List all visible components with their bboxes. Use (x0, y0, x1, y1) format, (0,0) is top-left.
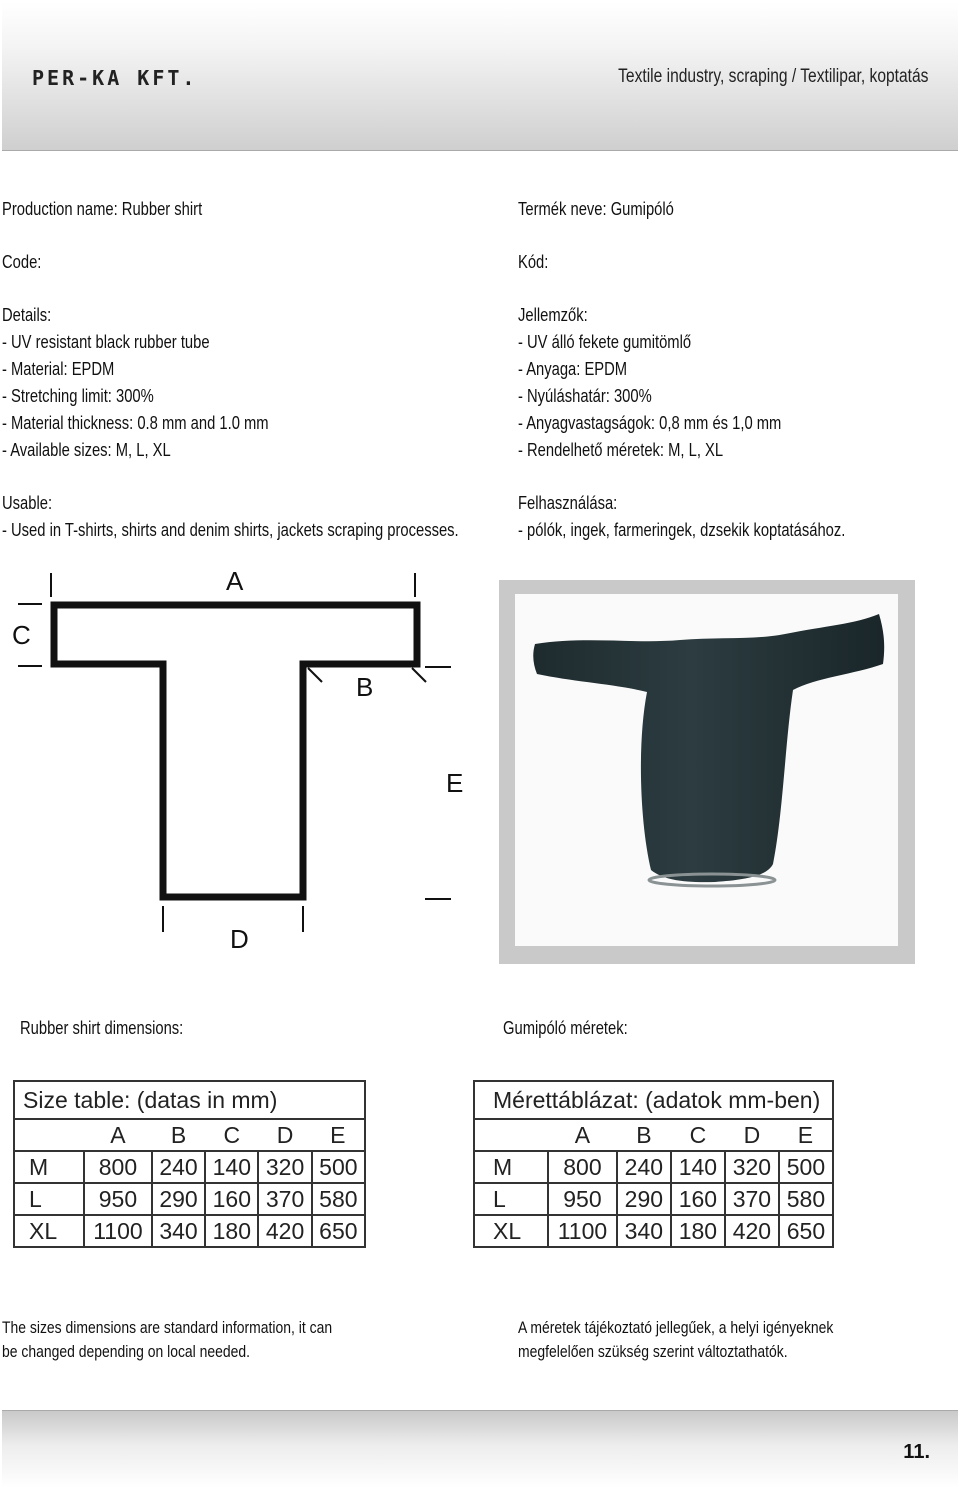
detail-item-hu: - Rendelhető méretek: M, L, XL (518, 440, 724, 460)
hu-note-line: A méretek tájékoztató jellegűek, a helyi igényeknek (518, 1318, 834, 1337)
size-label: XL (474, 1215, 548, 1247)
table-cell: 340 (617, 1215, 671, 1247)
table-cell: 320 (725, 1151, 779, 1183)
table-header-cell: B (152, 1119, 205, 1151)
hu-note (518, 1316, 903, 1364)
production-name-hu: Termék neve: Gumipóló (518, 199, 674, 219)
table-cell: 140 (671, 1151, 725, 1183)
dimension-diagram (0, 560, 480, 960)
table-row (14, 1215, 365, 1247)
table-row (474, 1215, 833, 1247)
hu-note-line: megfelelően szükség szerint változtathatók. (518, 1342, 788, 1361)
table-row (14, 1151, 365, 1183)
table-cell: 290 (152, 1183, 205, 1215)
table-cell: 370 (258, 1183, 311, 1215)
detail-item: - Stretching limit: 300% (2, 386, 154, 406)
size-label: L (14, 1183, 84, 1215)
dim-label-b: B (356, 672, 374, 702)
table-cell: 370 (725, 1183, 779, 1215)
en-table-caption: Rubber shirt dimensions: (20, 1018, 184, 1038)
detail-item: - UV resistant black rubber tube (2, 332, 210, 352)
company-name: PER-KA KFT. (32, 66, 198, 90)
table-cell: 180 (205, 1215, 258, 1247)
table-cell: 290 (617, 1183, 671, 1215)
detail-item-hu: - Anyagvastagságok: 0,8 mm és 1,0 mm (518, 413, 782, 433)
code-label: Code: (2, 252, 42, 272)
table-cell: 140 (205, 1151, 258, 1183)
en-note-line: be changed depending on local needed. (2, 1342, 251, 1361)
product-photo-frame (499, 580, 915, 964)
detail-item-hu: - Nyúláshatár: 300% (518, 386, 652, 406)
table-header-cell (474, 1119, 548, 1151)
size-label: M (474, 1151, 548, 1183)
production-name: Production name: Rubber shirt (2, 199, 203, 219)
table-cell: 420 (258, 1215, 311, 1247)
table-cell: 650 (779, 1215, 833, 1247)
dim-label-a: A (226, 566, 244, 596)
table-cell: 1100 (548, 1215, 617, 1247)
t-shape-drawing (0, 560, 480, 960)
table-header-cell: E (779, 1119, 833, 1151)
detail-item-hu: - UV álló fekete gumitömlő (518, 332, 692, 352)
page-subject: Textile industry, scraping / Textilipar, koptatás (617, 66, 928, 87)
rubber-shirt-shape (533, 614, 884, 882)
hungarian-description (518, 196, 958, 544)
usable-title: Usable: (2, 493, 53, 513)
details-title: Details: (2, 305, 52, 325)
detail-item-hu: - Anyaga: EPDM (518, 359, 628, 379)
hu-table-title: Mérettáblázat: (adatok mm-ben) (474, 1081, 833, 1119)
table-cell: 800 (548, 1151, 617, 1183)
en-table-title: Size table: (datas in mm) (14, 1081, 365, 1119)
table-header-cell: C (671, 1119, 725, 1151)
rubber-shirt-image (515, 594, 898, 946)
t-shape-outline (54, 605, 417, 897)
page-number: 11. (903, 1441, 930, 1463)
en-size-table (13, 1080, 366, 1248)
dim-b-tick-left (308, 668, 322, 682)
table-cell: 420 (725, 1215, 779, 1247)
hu-table-caption: Gumipóló méretek: (503, 1018, 628, 1038)
table-cell: 500 (312, 1151, 365, 1183)
usable-text-hu: - pólók, ingek, farmeringek, dzsekik koptatásához. (518, 520, 846, 540)
table-header-cell: A (548, 1119, 617, 1151)
table-cell: 950 (548, 1183, 617, 1215)
table-cell: 240 (617, 1151, 671, 1183)
hu-size-table (473, 1080, 834, 1248)
detail-item: - Available sizes: M, L, XL (2, 440, 171, 460)
table-row (14, 1183, 365, 1215)
table-cell: 160 (205, 1183, 258, 1215)
table-cell: 1100 (84, 1215, 152, 1247)
page-header (2, 2, 958, 151)
table-header-cell (14, 1119, 84, 1151)
details-title-hu: Jellemzők: (518, 305, 588, 325)
dim-b-tick-right (412, 668, 426, 682)
table-cell: 800 (84, 1151, 152, 1183)
table-header-cell: A (84, 1119, 152, 1151)
table-cell: 240 (152, 1151, 205, 1183)
table-cell: 500 (779, 1151, 833, 1183)
table-header-cell: D (258, 1119, 311, 1151)
table-header-cell: B (617, 1119, 671, 1151)
table-cell: 320 (258, 1151, 311, 1183)
dim-label-c: C (12, 620, 31, 650)
en-note-line: The sizes dimensions are standard information, it can (2, 1318, 333, 1337)
product-photo (515, 594, 898, 946)
detail-item: - Material thickness: 0.8 mm and 1.0 mm (2, 413, 269, 433)
table-cell: 180 (671, 1215, 725, 1247)
table-header-cell: D (725, 1119, 779, 1151)
detail-item: - Material: EPDM (2, 359, 115, 379)
code-label-hu: Kód: (518, 252, 549, 272)
page-footer (2, 1410, 958, 1488)
table-cell: 580 (779, 1183, 833, 1215)
dim-label-d: D (230, 924, 249, 954)
size-label: XL (14, 1215, 84, 1247)
size-label: L (474, 1183, 548, 1215)
table-row (474, 1183, 833, 1215)
dim-label-e: E (446, 768, 464, 798)
usable-title-hu: Felhasználása: (518, 493, 618, 513)
table-cell: 340 (152, 1215, 205, 1247)
usable-text: - Used in T-shirts, shirts and denim shirts, jackets scraping processes. (2, 520, 459, 540)
english-description (2, 196, 472, 544)
table-header-cell: C (205, 1119, 258, 1151)
en-note (2, 1316, 405, 1364)
table-cell: 650 (312, 1215, 365, 1247)
table-cell: 580 (312, 1183, 365, 1215)
table-header-cell: E (312, 1119, 365, 1151)
table-cell: 950 (84, 1183, 152, 1215)
size-label: M (14, 1151, 84, 1183)
table-row (474, 1151, 833, 1183)
table-cell: 160 (671, 1183, 725, 1215)
